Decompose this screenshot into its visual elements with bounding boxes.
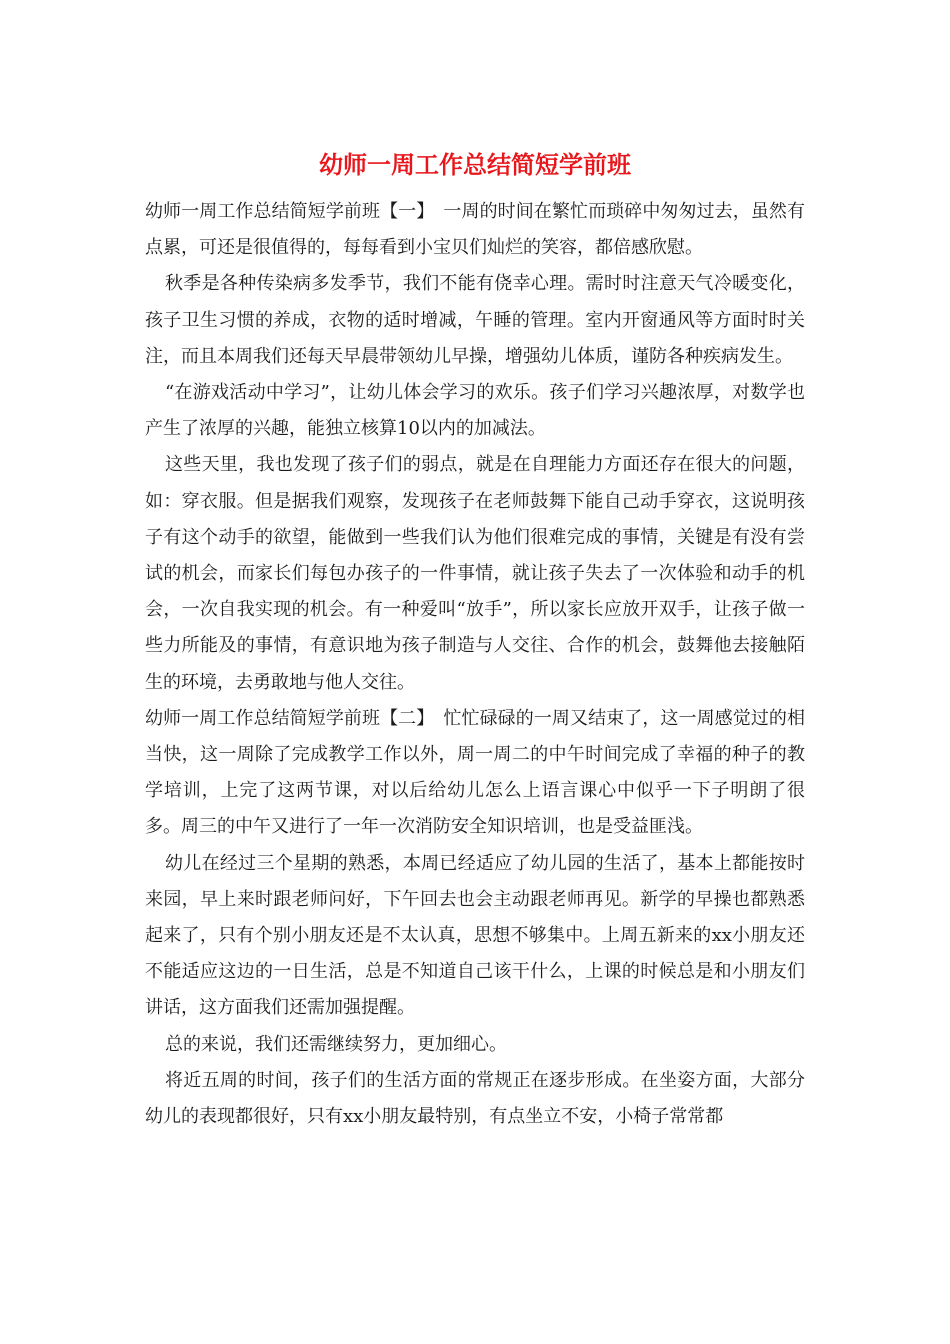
- paragraph-4: 这些天里，我也发现了孩子们的弱点，就是在自理能力方面还存在很大的问题，如：穿衣服。但是据我们观察，发现孩子在老师鼓舞下能自己动手穿衣，这说明孩子有这个动手的欲望，能做到一些我们认为他们很难完成的事情，关键是有没有尝试的机会，而家长们每包办孩子的一件事情，就让孩子失去了一次体验和动手的机会，一次自我实现的机会。有一种爱叫“放手”，所以家长应放开双手，让孩子做一些力所能及的事情，有意识地为孩子制造与人交往、合作的机会，鼓舞他去接触陌生的环境，去勇敢地与他人交往。: [145, 454, 805, 693]
- paragraph-6: 幼儿在经过三个星期的熟悉，本周已经适应了幼儿园的生活了，基本上都能按时来园，早上来时跟老师问好，下午回去也会主动跟老师再见。新学的早操也都熟悉起来了，只有个别小朋友还是不太认真，思想不够集中。上周五新来的xx小朋友还不能适应这边的一日生活，总是不知道自己该干什么，上课的时候总是和小朋友们讲话，这方面我们还需加强提醒。: [145, 852, 805, 1019]
- paragraph-3: “在游戏活动中学习”，让幼儿体会学习的欢乐。孩子们学习兴趣浓厚，对数学也产生了浓厚的兴趣，能独立核算10以内的加减法。: [145, 382, 805, 440]
- paragraph-8: 将近五周的时间，孩子们的生活方面的常规正在逐步形成。在坐姿方面，大部分幼儿的表现都很好，只有xx小朋友最特别，有点坐立不安，小椅子常常都: [145, 1069, 805, 1128]
- document-title: 幼师一周工作总结简短学前班: [319, 150, 631, 179]
- paragraph-1: 幼师一周工作总结简短学前班【一】 一周的时间在繁忙而琐碎中匆匆过去，虽然有点累，可还是很值得的，每每看到小宝贝们灿烂的笑容，都倍感欣慰。: [145, 201, 805, 259]
- document-body: [145, 194, 805, 1135]
- paragraph-7: 总的来说，我们还需继续努力，更加细心。: [165, 1033, 507, 1055]
- paragraph-2: 秋季是各种传染病多发季节，我们不能有侥幸心理。需时时注意天气冷暖变化，孩子卫生习惯的养成，衣物的适时增减，午睡的管理。室内开窗通风等方面时时关注，而且本周我们还每天早晨带领幼儿早操，增强幼儿体质，谨防各种疾病发生。: [145, 273, 805, 367]
- paragraph-5: 幼师一周工作总结简短学前班【二】 忙忙碌碌的一周又结束了，这一周感觉过的相当快，这一周除了完成教学工作以外，周一周二的中午时间完成了幸福的种子的教学培训，上完了这两节课，对以后给幼儿怎么上语言课心中似乎一下子明朗了很多。周三的中午又进行了一年一次消防安全知识培训，也是受益匪浅。: [145, 707, 805, 838]
